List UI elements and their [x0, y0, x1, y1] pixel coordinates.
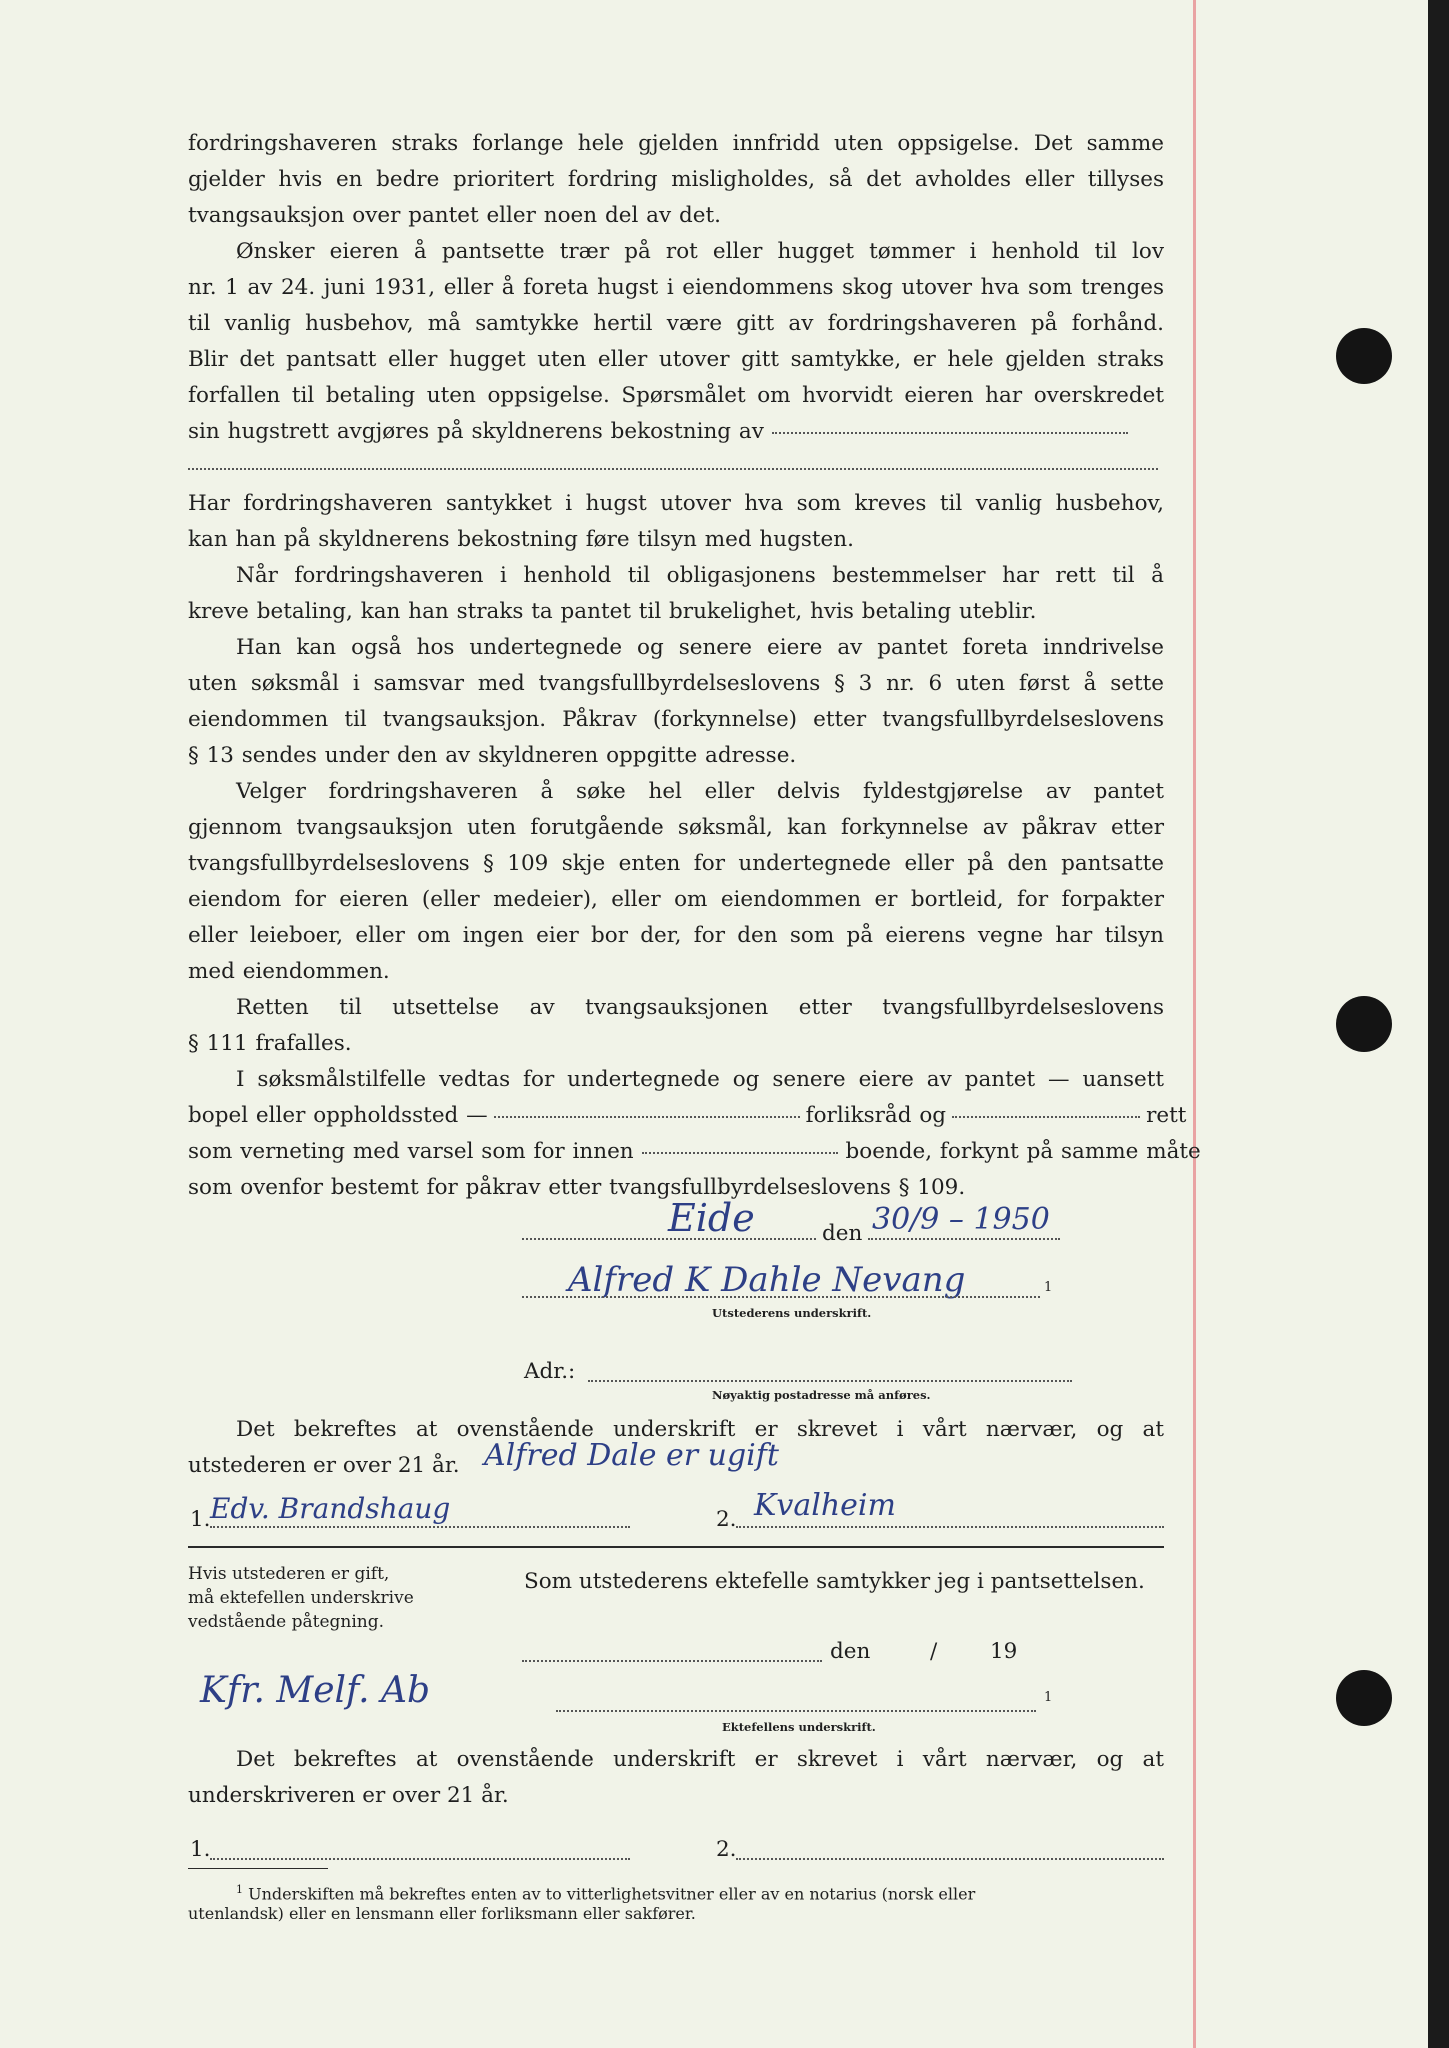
footnote-rule: [188, 1868, 328, 1869]
body-line: gjennom tvangsauksjon uten forutgående søksmål, kan forkynnelse av påkrav etter: [188, 815, 1164, 840]
body-line: eller leieboer, eller om ingen eier bor der, for den som på eierens vegne har tilsyn: [188, 923, 1164, 948]
body-line: Velger fordringshaveren å søke hel eller delvis fyldestgjørelse av pantet: [236, 779, 1164, 804]
signature-line: [522, 1296, 1040, 1298]
body-text: [188, 126, 1201, 1206]
witness-number: 2.: [716, 1507, 737, 1532]
spouse-place-line: [522, 1660, 822, 1662]
punch-hole: [1336, 1670, 1392, 1726]
witness-line: [736, 1858, 1164, 1860]
body-line: Blir det pantsatt eller hugget uten eller utover gitt samtykke, er hele gjelden straks: [188, 347, 1164, 372]
body-line: til vanlig husbehov, må samtykke hertil være gitt av fordringshaveren på forhånd.: [188, 311, 1164, 336]
body-line: som verneting med varsel som for innen boende, forkynt på samme måte: [188, 1139, 1201, 1164]
witness-number: 2.: [716, 1837, 737, 1862]
confirm-line: Det bekreftes at ovenstående underskrift er skrevet i vårt nærvær, og at: [236, 1747, 1164, 1772]
spouse-label: Ektefellens underskrift.: [722, 1720, 876, 1734]
body-line: kan han på skyldnerens bekostning føre tilsyn med hugsten.: [188, 527, 854, 552]
body-line: fordringshaveren straks forlange hele gjelden innfridd uten oppsigelse. Det samme: [188, 131, 1164, 156]
issuer-label: Utstederens underskrift.: [712, 1306, 872, 1320]
body-line: som ovenfor bestemt for påkrav etter tvangsfullbyrdelseslovens § 109.: [188, 1175, 966, 1200]
confirm-line: utstederen er over 21 år.: [188, 1453, 460, 1478]
body-line: eiendommen til tvangsauksjon. Påkrav (forkynnelse) etter tvangsfullbyrdelseslovens: [188, 707, 1164, 732]
margin-note: Kfr. Melf. Ab: [200, 1670, 431, 1711]
body-line: bopel eller oppholdssted — forliksråd og rett: [188, 1103, 1187, 1128]
footnote-mark: 1: [1044, 1690, 1053, 1705]
punch-hole: [1336, 328, 1392, 384]
date-label: den: [822, 1221, 863, 1246]
body-line: § 13 sendes under den av skyldneren oppgitte adresse.: [188, 743, 797, 768]
witness-number: 1.: [190, 1507, 211, 1532]
margin-line: [1193, 0, 1196, 2048]
place-line: [522, 1238, 816, 1240]
body-line: sin hugstrett avgjøres på skyldnerens bekostning av: [188, 414, 1164, 450]
witness-signature: Edv. Brandshaug: [210, 1492, 451, 1525]
body-line: I søksmålstilfelle vedtas for undertegnede og senere eiere av pantet — uansett: [236, 1067, 1164, 1092]
date-line: [868, 1238, 1060, 1240]
body-line: tvangsauksjon over pantet eller noen del av det.: [188, 203, 721, 228]
witness-number: 1.: [190, 1837, 211, 1862]
body-line: nr. 1 av 24. juni 1931, eller å foreta hugst i eiendommens skog utover hva som trenges: [188, 275, 1164, 300]
body-line: Han kan også hos undertegnede og senere eiere av pantet foreta inndrivelse: [236, 635, 1164, 660]
body-line: forfallen til betaling uten oppsigelse. Spørsmålet om hvorvidt eieren har overskredet: [188, 383, 1164, 408]
address-line: [588, 1380, 1072, 1382]
confirm-line: underskriveren er over 21 år.: [188, 1783, 509, 1808]
witness-line: [736, 1526, 1164, 1528]
body-line-blank: [188, 450, 1164, 486]
spouse-consent: Som utstederens ektefelle samtykker jeg i pantsettelsen.: [524, 1569, 1145, 1594]
marital-note: Alfred Dale er ugift: [484, 1438, 779, 1473]
footnote-line: utenlandsk) eller en lensmann eller forliksmann eller sakfører.: [188, 1904, 696, 1923]
spouse-date-label: den: [830, 1639, 871, 1664]
place-handwritten: Eide: [668, 1196, 755, 1240]
body-line: kreve betaling, kan han straks ta pantet til brukelighet, hvis betaling uteblir.: [188, 599, 1037, 624]
body-line: Har fordringshaveren santykket i hugst utover hva som kreves til vanlig husbehov,: [188, 491, 1164, 516]
side-note-line: må ektefellen underskrive: [188, 1588, 414, 1608]
confirm-line: Det bekreftes at ovenstående underskrift er skrevet i vårt nærvær, og at: [236, 1417, 1164, 1442]
footnote-mark: 1: [1044, 1280, 1053, 1295]
spouse-year-prefix: 19: [990, 1639, 1018, 1664]
side-note-line: vedstående påtegning.: [188, 1612, 385, 1632]
witness-line: [210, 1858, 630, 1860]
body-line: Ønsker eieren å pantsette trær på rot eller hugget tømmer i henhold til lov: [236, 239, 1164, 264]
body-line: Når fordringshaveren i henhold til obligasjonens bestemmelser har rett til å: [236, 563, 1164, 588]
address-label: Adr.:: [524, 1359, 576, 1384]
punch-hole: [1336, 996, 1392, 1052]
date-handwritten: 30/9 – 1950: [872, 1202, 1050, 1237]
spouse-side-note: [188, 1562, 414, 1634]
body-line: tvangsfullbyrdelseslovens § 109 skje enten for undertegnede eller på den pantsatte: [188, 851, 1164, 876]
body-line: uten søksmål i samsvar med tvangsfullbyrdelseslovens § 3 nr. 6 uten først å sette: [188, 671, 1164, 696]
body-line: eiendom for eieren (eller medeier), eller om eiendommen er bortleid, for forpakter: [188, 887, 1164, 912]
spouse-signature-line: [556, 1710, 1036, 1712]
body-line: § 111 frafalles.: [188, 1031, 352, 1056]
section-divider: [188, 1546, 1164, 1548]
spouse-date-slash: /: [930, 1639, 938, 1664]
address-hint: Nøyaktig postadresse må anføres.: [712, 1388, 931, 1402]
body-line: gjelder hvis en bedre prioritert fordring misligholdes, så det avholdes eller tillyses: [188, 167, 1164, 192]
body-line: Retten til utsettelse av tvangsauksjonen etter tvangsfullbyrdelseslovens: [236, 995, 1164, 1020]
footnote-line: $^1$ Underskiften må bekreftes enten av to vitterlighetsvitner eller av en notarius (norsk eller: [236, 1883, 976, 1904]
side-note-line: Hvis utstederen er gift,: [188, 1564, 390, 1584]
issuer-signature: Alfred K Dahle Nevang: [568, 1260, 966, 1300]
witness-signature: Kvalheim: [754, 1488, 896, 1523]
body-line: med eiendommen.: [188, 959, 390, 984]
witness-line: [210, 1526, 630, 1528]
